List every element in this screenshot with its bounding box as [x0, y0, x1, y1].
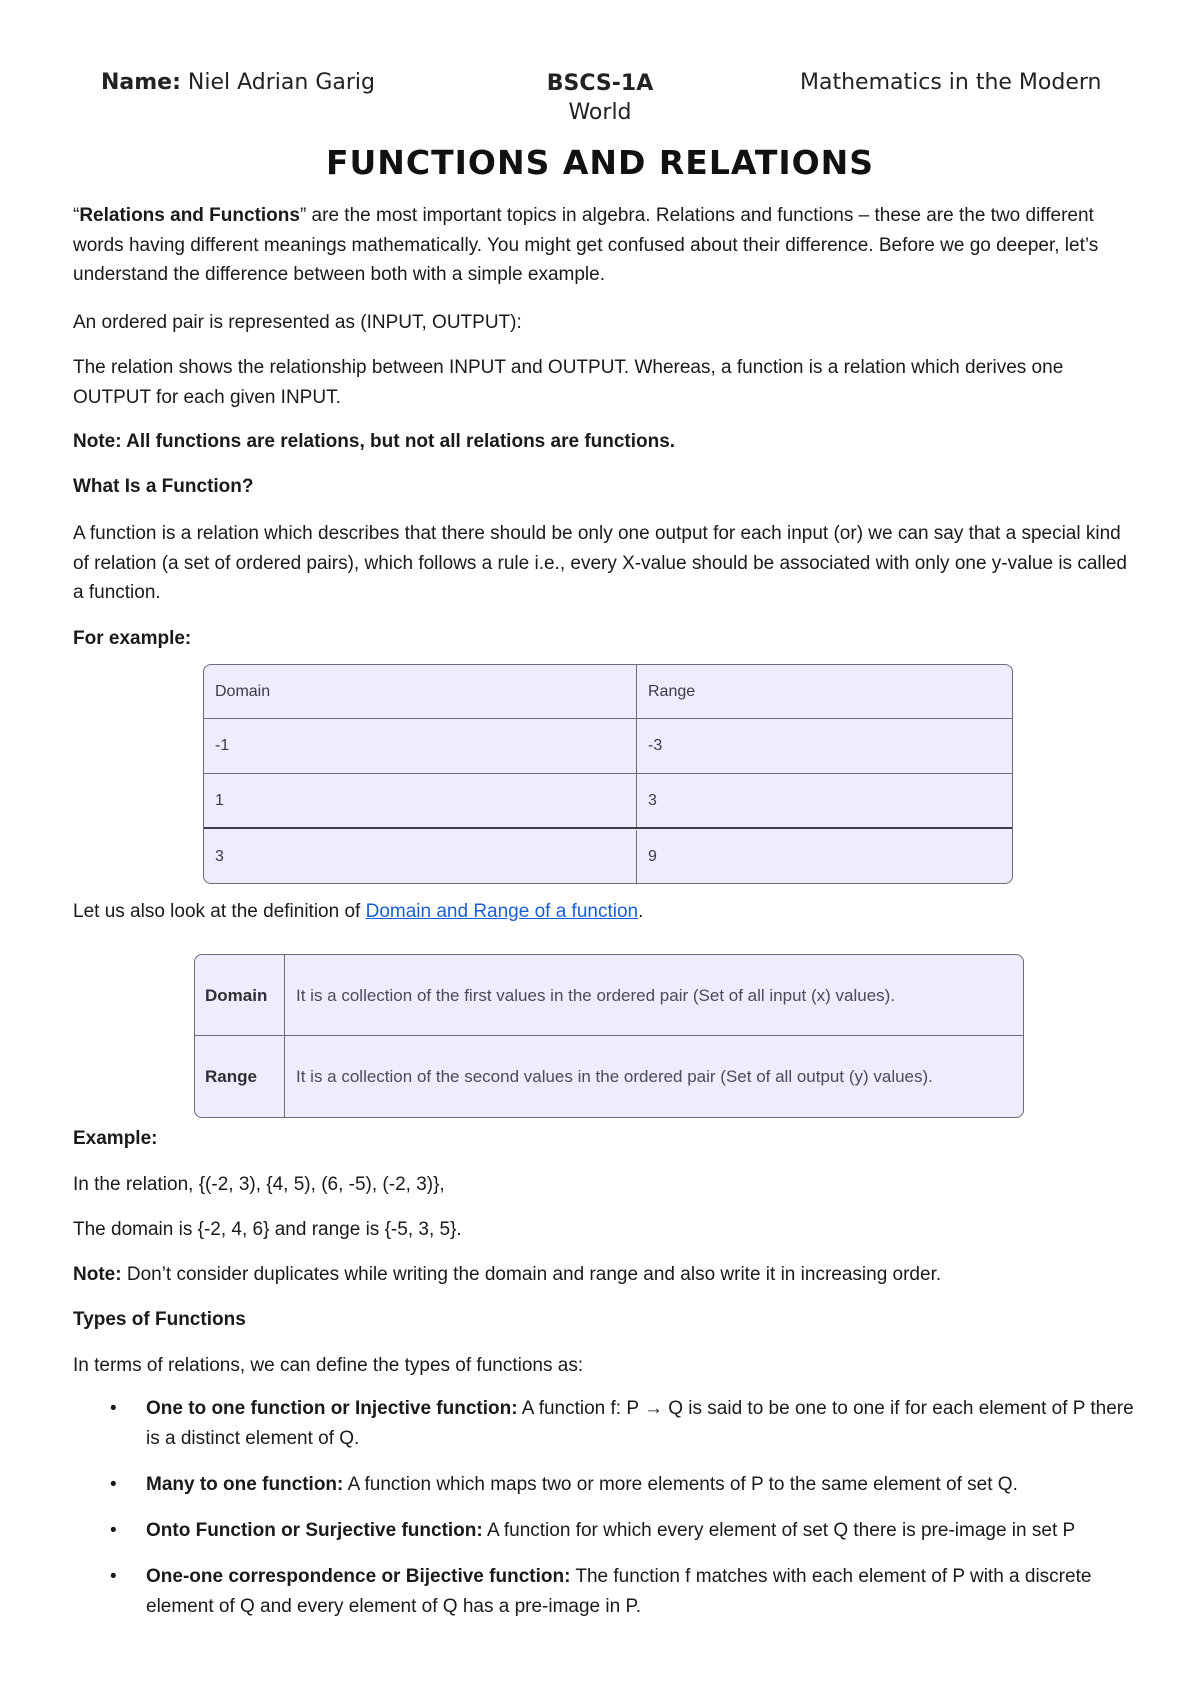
ordered-pair-text: An ordered pair is represented as (INPUT, OUTPUT): [73, 312, 522, 333]
definition-value: It is a collection of the first values in the ordered pair (Set of all input (x) values). [296, 985, 896, 1005]
types-list [73, 1394, 1138, 1638]
table-row [204, 830, 1012, 883]
definition-after: . [638, 901, 644, 922]
relation-paragraph: The relation shows the relationship between INPUT and OUTPUT. Whereas, a function is a relation which derives one OUTPUT for each given INPUT. [73, 357, 1064, 408]
example-domain-range: The domain is {-2, 4, 6} and range is {-5, 3, 5}. [73, 1219, 462, 1240]
note-label: Note: [73, 1264, 122, 1285]
page-title: FUNCTIONS AND RELATIONS [325, 143, 875, 182]
list-item [73, 1516, 1138, 1546]
domain-cell: 1 [204, 774, 637, 827]
type-title: Onto Function or Surjective function: [146, 1520, 483, 1541]
intro-bold: Relations and Functions [79, 205, 300, 226]
domain-cell: -1 [204, 719, 637, 773]
domain-range-link[interactable]: Domain and Range of a function [365, 901, 639, 922]
bullet-icon: • [110, 1520, 117, 1541]
list-item [73, 1470, 1138, 1500]
for-example-heading: For example: [73, 628, 192, 649]
definition-before: Let us also look at the definition of [73, 901, 366, 922]
bullet-icon: • [110, 1566, 117, 1587]
definition-key: Range [195, 1036, 285, 1117]
definition-line [73, 897, 1138, 927]
types-intro: In terms of relations, we can define the types of functions as: [73, 1355, 584, 1376]
definition-key: Domain [195, 955, 285, 1035]
type-text: A function for which every element of set Q there is pre-image in set P [482, 1520, 1076, 1541]
name-value: Niel Adrian Garig [187, 70, 375, 95]
table-header-row [204, 665, 1012, 719]
subject-continued: World [568, 100, 632, 125]
domain-range-table [203, 664, 1013, 884]
range-cell: 3 [648, 791, 657, 809]
table-row [204, 719, 1012, 774]
name-label: Name: [101, 70, 181, 95]
table-row [195, 1036, 1023, 1117]
header-domain: Domain [204, 665, 637, 718]
type-title: One to one function or Injective function: [146, 1398, 518, 1419]
bullet-icon: • [110, 1398, 117, 1419]
type-text: The function f matches with each element of P with a discrete element of Q and every element of Q has a pre-image in P. [146, 1566, 1092, 1617]
bullet-icon: • [110, 1474, 117, 1495]
note-text: Don’t consider duplicates while writing the domain and range and also write it in increasing order. [121, 1264, 942, 1285]
type-title: Many to one function: [146, 1474, 344, 1495]
intro-rest: ” are the most important topics in algebra. Relations and functions – these are the two different words having different meanings mathematically. You might get confused about their difference. Before we go deeper, let’s understand the difference between both with a simple example. [73, 205, 1099, 285]
type-title: One-one correspondence or Bijective function: [146, 1566, 571, 1587]
range-cell: -3 [648, 737, 663, 754]
definition-value: It is a collection of the second values in the ordered pair (Set of all output (y) values). [296, 1067, 933, 1086]
header-range: Range [648, 682, 696, 700]
function-definition: A function is a relation which describes that there should be only one output for each input (or) we can say that a special kind of relation (a set of ordered pairs), which follows a rule i.e., every X-value should be associated with only one y-value is called a function. [73, 523, 1127, 603]
types-heading: Types of Functions [73, 1309, 246, 1330]
range-cell: 9 [648, 847, 657, 865]
intro-paragraph [73, 201, 1138, 290]
subject: Mathematics in the Modern [800, 70, 1102, 95]
type-text: A function which maps two or more elements of P to the same element of set Q. [343, 1474, 1018, 1495]
definition-table [194, 954, 1024, 1118]
note-duplicates [73, 1260, 1138, 1290]
example-heading: Example: [73, 1128, 158, 1149]
course-code: BSCS-1A [546, 71, 654, 96]
note-all-functions: Note: All functions are relations, but not all relations are functions. [73, 431, 676, 452]
intro-open-quote: “ [73, 205, 80, 226]
list-item [73, 1562, 1138, 1622]
example-relation: In the relation, {(-2, 3), {4, 5), (6, -5), (-2, 3)}, [73, 1174, 445, 1195]
what-is-function-heading: What Is a Function? [73, 476, 254, 497]
type-text: A function f: P → Q is said to be one to one if for each element of P there is a distinct element of Q. [146, 1398, 1134, 1449]
table-row [204, 774, 1012, 829]
domain-cell: 3 [204, 830, 637, 883]
list-item [73, 1394, 1138, 1454]
table-row [195, 955, 1023, 1036]
